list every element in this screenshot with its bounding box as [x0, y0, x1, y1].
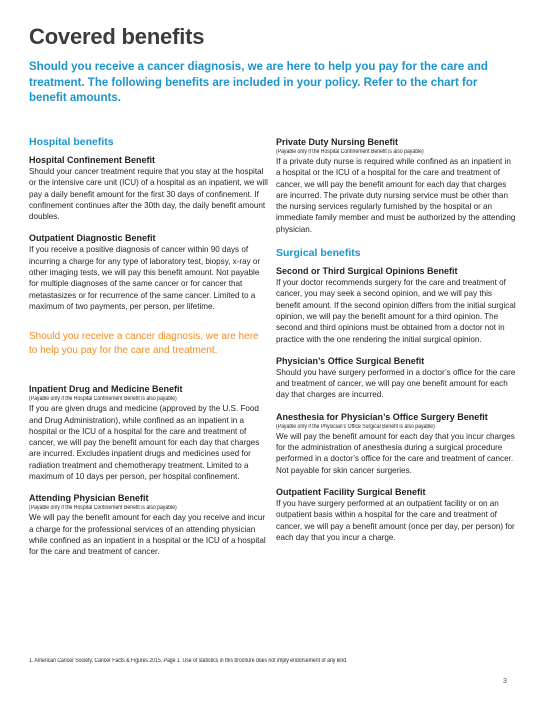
benefit-title: Attending Physician Benefit	[29, 493, 149, 504]
benefit-body: Should you have surgery performed in a doctor’s office for the care and treatment of cancer, we will pay one benefit amount for each day that charges are incurred.	[276, 367, 516, 400]
benefit-body: If a private duty nurse is required while confined as an inpatient in a hospital or the ICU of a hospital for the care and treatment of cancer, we will pay the benefit amount for each day that charges are incurred. The private duty nursing service must be other than the nursing services regularly furnished by the hospital or an immediate family member and must be authorized by the attending physician.	[276, 157, 516, 234]
attending-physician-benefit	[29, 492, 269, 557]
benefit-body: If you have surgery performed at an outpatient facility or on an outpatient basis within a hospital for the care and treatment of cancer, we will pay a benefit amount (once per day, per person) for each day that you incur a charge.	[276, 498, 515, 542]
benefit-note: (Payable only if the Hospital Confinement Benefit is also payable)	[276, 149, 424, 155]
benefit-body: If you are given drugs and medicine (approved by the U.S. Food and Drug Administration), while confined as an inpatient in a hospital or the ICU of a hospital for the care and treatment of cancer, we will pay the benefit amount for each day that charges are incurred. Excludes inpatient drugs and medicines used for radiation treatment and chemotherapy treatment. Limited to a maximum of 10 days per person, per hospital confinement.	[29, 404, 260, 482]
outpatient-diagnostic-benefit	[29, 232, 269, 312]
benefit-note: (Payable only if the Hospital Confinement Benefit is also payable)	[29, 505, 177, 512]
benefit-note: (Payable only if the Hospital Confinement Benefit is also payable)	[29, 396, 177, 403]
page-number: 3	[503, 678, 507, 685]
left-column	[29, 136, 269, 568]
hospital-benefits-heading: Hospital benefits	[29, 136, 114, 148]
benefit-title: Hospital Confinement Benefit	[29, 155, 156, 165]
benefit-title: Inpatient Drug and Medicine Benefit	[29, 384, 183, 395]
intro-text: Should you receive a cancer diagnosis, we are here to help you pay for the care and treatment. The following benefits are included in your policy. Refer to the chart for benefit amounts.	[29, 61, 488, 104]
benefit-title: Second or Third Surgical Opinions Benefit	[276, 266, 458, 277]
callout-quote: Should you receive a cancer diagnosis, we are here to help you pay for the care and treatment.	[29, 331, 259, 356]
footnote: 1. American Cancer Society, Cancer Facts & Figures 2015, Page 1. Use of statistics in this brochure does not imply endorsement of any kind.	[29, 658, 348, 664]
anesthesia-benefit	[276, 411, 516, 476]
benefit-body: If your doctor recommends surgery for the care and treatment of cancer, you may seek a second opinion, and we will pay this benefit amount. If the second opinion differs from the initial surgical opinion, we will pay the benefit amount for a third opinion. The second and third opinions must be obtained from a doctor not in practice with the one rendering the initial surgical opinion.	[276, 278, 516, 344]
benefit-body: We will pay the benefit amount for each day you receive and incur a charge for the professional services of an attending physician while confined as an inpatient in a hospital or the ICU of a hospital for the care and treatment of cancer.	[29, 513, 266, 557]
benefit-title: Outpatient Diagnostic Benefit	[29, 233, 156, 244]
benefit-body: Should your cancer treatment require that you stay at the hospital or the intensive care unit (ICU) of a hospital as an inpatient, we will pay a daily benefit amount for the first 30 days of confinement. If confinement continues after the 30th day, the daily benefit amount doubles.	[29, 167, 268, 222]
second-opinion-benefit	[276, 265, 516, 345]
benefit-note: (Payable only if the Physician’s Office Surgical Benefit is also payable)	[276, 423, 435, 430]
private-duty-nursing-benefit	[276, 136, 516, 235]
hospital-confinement-benefit	[29, 154, 269, 222]
benefit-body: If you receive a positive diagnosis of cancer within 90 days of incurring a charge for any type of laboratory test, biopsy, x-ray or other imaging tests, we will pay this benefit amount. Not payable for multiple diagnoses of the same cancer or for cancer that metastasizes or for recurrence of the same cancer. Limited to a maximum of two payments, per person, per lifetime.	[29, 245, 261, 311]
benefit-title: Private Duty Nursing Benefit	[276, 137, 399, 147]
benefit-body: We will pay the benefit amount for each day that you incur charges for the administration of anesthesia during a surgical procedure performed in a doctor’s office for the care and treatment of cancer. Not payable for skin cancer surgeries.	[276, 431, 515, 475]
benefit-title: Outpatient Facility Surgical Benefit	[276, 486, 426, 497]
office-surgical-benefit	[276, 355, 516, 401]
surgical-benefits-heading: Surgical benefits	[276, 247, 361, 260]
benefit-title: Physician’s Office Surgical Benefit	[276, 355, 425, 366]
right-column	[276, 136, 516, 553]
inpatient-drug-benefit	[29, 383, 269, 482]
page-title: Covered benefits	[29, 24, 205, 49]
benefit-title: Anesthesia for Physician’s Office Surgery Benefit	[276, 411, 488, 422]
outpatient-facility-benefit	[276, 486, 516, 543]
